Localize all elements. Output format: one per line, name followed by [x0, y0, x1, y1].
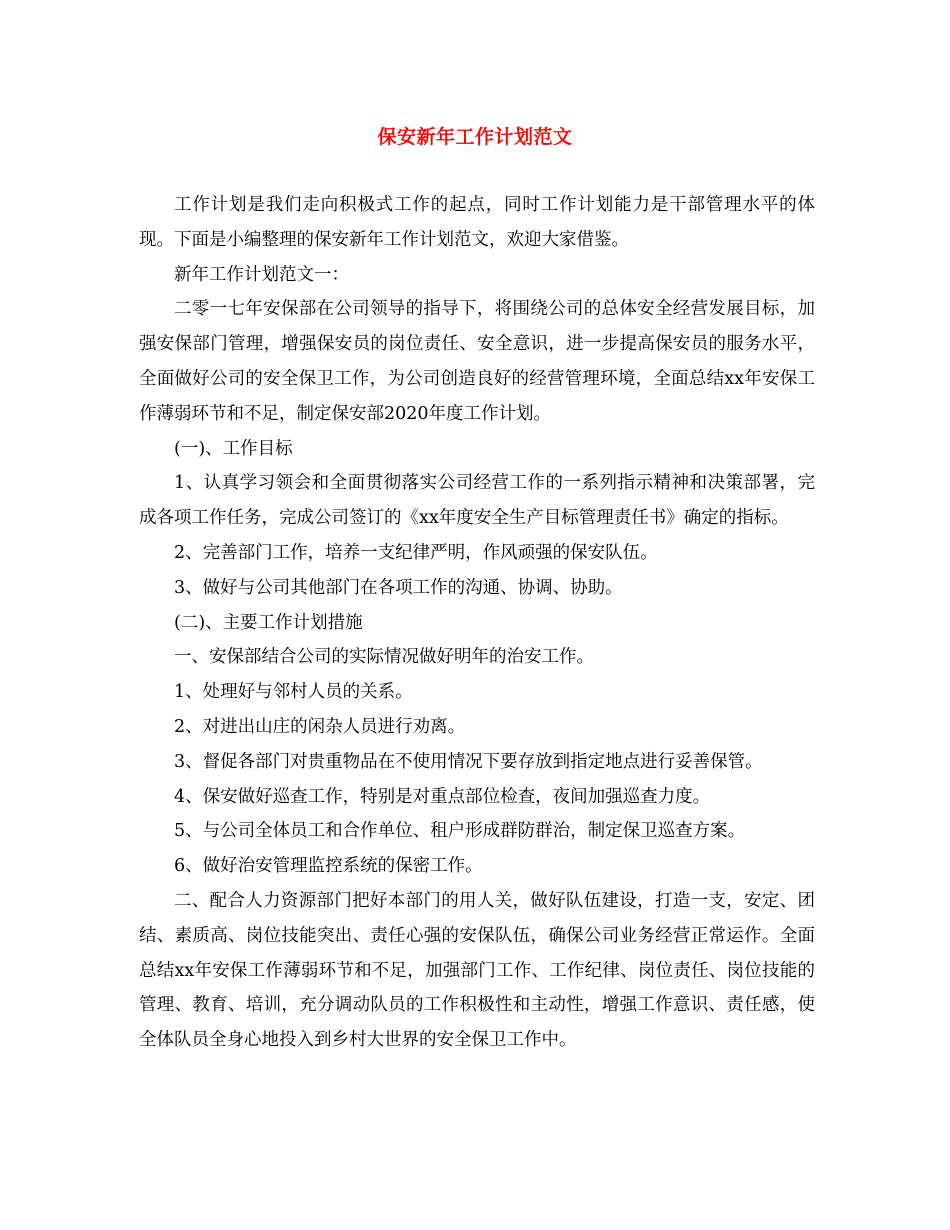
- measure-heading-1: 一、安保部结合公司的实际情况做好明年的治安工作。: [174, 647, 594, 668]
- measure-item-6: 6、做好治安管理监控系统的保密工作。: [174, 856, 483, 877]
- goal-item-3: 3、做好与公司其他部门在各项工作的沟通、协调、协助。: [174, 577, 623, 598]
- goal-item-1: 1、认真学习领会和全面贯彻落实公司经营工作的一系列指示精神和决策部署，完成各项工作任务，完成公司签订的《xx年度安全生产目标管理责任书》确定的指标。: [139, 473, 815, 529]
- measure-item-3: 3、督促各部门对贵重物品在不使用情况下要存放到指定地点进行妥善保管。: [174, 751, 763, 772]
- measure-heading-2: 二、配合人力资源部门把好本部门的用人关，做好队伍建设，打造一支，安定、团结、素质高、岗位技能突出、责任心强的安保队伍，确保公司业务经营正常运作。全面总结xx年安保工作薄弱环节和不足，加强部门工作、工作纪律、岗位责任、岗位技能的管理、教育、培训，充分调动队员的工作积极性和主动性，增强工作意识、责任感，使全体队员全身心地投入到乡村大世界的安全保卫工作中。: [139, 890, 815, 1051]
- paragraph-example-heading: 新年工作计划范文一：: [174, 264, 349, 285]
- goal-item-2: 2、完善部门工作，培养一支纪律严明，作风顽强的保安队伍。: [174, 542, 658, 563]
- section-heading-goals: (一)、工作目标: [174, 438, 293, 459]
- section-heading-measures: (二)、主要工作计划措施: [174, 612, 363, 633]
- document-title: 保安新年工作计划范文: [377, 126, 573, 148]
- measure-item-1: 1、处理好与邻村人员的关系。: [174, 682, 413, 703]
- measure-item-4: 4、保安做好巡查工作，特别是对重点部位检查，夜间加强巡查力度。: [174, 786, 711, 807]
- paragraph-overview: 二零一七年安保部在公司领导的指导下，将围绕公司的总体安全经营发展目标，加强安保部门管理，增强保安员的岗位责任、安全意识，进一步提高保安员的服务水平，全面做好公司的安全保卫工作，为公司创造良好的经营管理环境，全面总结xx年安保工作薄弱环节和不足，制定保安部2020年度工作计划。: [139, 299, 815, 424]
- measure-item-2: 2、对进出山庄的闲杂人员进行劝离。: [174, 716, 466, 737]
- measure-item-5: 5、与公司全体员工和合作单位、租户形成群防群治，制定保卫巡查方案。: [174, 821, 746, 842]
- document-body: [139, 188, 815, 1058]
- paragraph-intro: 工作计划是我们走向积极式工作的起点，同时工作计划能力是干部管理水平的体现。下面是小编整理的保安新年工作计划范文，欢迎大家借鉴。: [139, 195, 815, 250]
